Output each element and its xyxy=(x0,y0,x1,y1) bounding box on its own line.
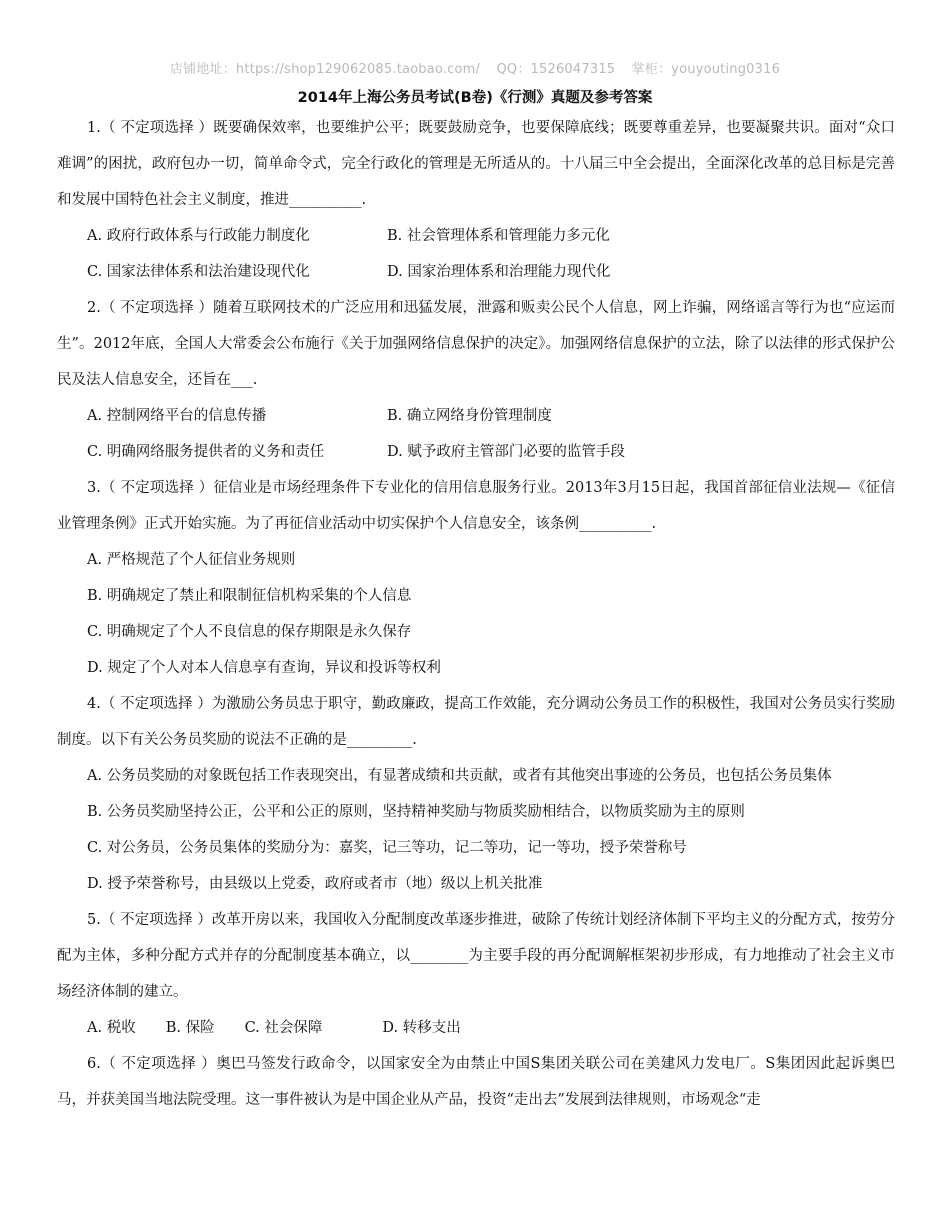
watermark-header xyxy=(0,58,950,77)
question-4-option-b: B. 公务员奖励坚持公正，公平和公正的原则，坚持精神奖励与物质奖励相结合，以物质奖励为主的原则 xyxy=(87,804,745,820)
question-3-option-d: D. 规定了个人对本人信息享有查询，异议和投诉等权利 xyxy=(87,660,441,676)
shop-url: 店铺地址：https://shop129062085.taobao.com/ xyxy=(169,62,481,77)
question-5-options-row xyxy=(57,1010,895,1046)
qq-number: QQ：1526047315 xyxy=(496,62,616,77)
question-1-stem: 1.（ 不定项选择 ）既要确保效率，也要维护公平；既要鼓励竞争，也要保障底线；既要尊重差异，也要凝聚共识。面对“众口难调”的困扰，政府包办一切，简单命令式，完全行政化的管理是无所适从的。十八届三中全会提出，全面深化改革的总目标是完善和发展中国特色社会主义制度，推进__________. xyxy=(57,120,895,208)
question-2-option-a: A. 控制网络平台的信息传播 xyxy=(87,408,267,424)
question-3-stem: 3.（ 不定项选择 ）征信业是市场经理条件下专业化的信用信息服务行业。2013年3月15日起，我国首部征信业法规—《征信业管理条例》正式开始实施。为了再征信业活动中切实保护个人信息安全，该条例__________. xyxy=(57,480,895,532)
question-1-option-a: A. 政府行政体系与行政能力制度化 xyxy=(87,228,310,244)
question-2-option-d: D. 赋予政府主管部门必要的监管手段 xyxy=(387,444,625,460)
question-1-options-row-2 xyxy=(57,254,895,290)
question-4-stem: 4.（ 不定项选择 ）为激励公务员忠于职守，勤政廉政，提高工作效能，充分调动公务员工作的积极性，我国对公务员实行奖励制度。以下有关公务员奖励的说法不正确的是_________. xyxy=(57,696,895,748)
question-list xyxy=(57,110,895,1118)
question-5-option-a: A. 税收 xyxy=(87,1020,136,1036)
document-title: 2014年上海公务员考试(B卷)《行测》真题及参考答案 xyxy=(297,90,653,106)
question-5-option-b: B. 保险 xyxy=(165,1020,215,1036)
owner-name: 掌柜：youyouting0316 xyxy=(631,62,781,77)
question-5-stem: 5.（ 不定项选择 ）改革开房以来，我国收入分配制度改革逐步推进，破除了传统计划经济体制下平均主义的分配方式，按劳分配为主体，多种分配方式并存的分配制度基本确立，以________为主要手段的再分配调解框架初步形成，有力地推动了社会主义市场经济体制的建立。 xyxy=(57,912,895,1000)
question-2-options-row-2 xyxy=(57,434,895,470)
question-1-option-c: C. 国家法律体系和法治建设现代化 xyxy=(87,264,310,280)
question-5-option-c: C. 社会保障 xyxy=(244,1020,323,1036)
question-3-option-a: A. 严格规范了个人征信业务规则 xyxy=(87,552,296,568)
question-4-option-a: A. 公务员奖励的对象既包括工作表现突出，有显著成绩和共贡献，或者有其他突出事迹的公务员，也包括公务员集体 xyxy=(87,768,832,784)
question-6-stem: 6.（ 不定项选择 ）奥巴马签发行政命令，以国家安全为由禁止中国S集团关联公司在美建风力发电厂。S集团因此起诉奥巴马，并获美国当地法院受理。这一事件被认为是中国企业从产品，投资“走出去”发展到法律规则，市场观念“走 xyxy=(57,1056,895,1108)
question-2-options-row-1 xyxy=(57,398,895,434)
question-3-option-c: C. 明确规定了个人不良信息的保存期限是永久保存 xyxy=(87,624,412,640)
question-2-option-c: C. 明确网络服务提供者的义务和责任 xyxy=(87,444,325,460)
question-5-option-d: D. 转移支出 xyxy=(382,1020,461,1036)
question-3-option-b: B. 明确规定了禁止和限制征信机构采集的个人信息 xyxy=(87,588,412,604)
question-1-option-b: B. 社会管理体系和管理能力多元化 xyxy=(387,228,610,244)
question-4-option-c: C. 对公务员，公务员集体的奖励分为：嘉奖，记三等功，记二等功，记一等功，授予荣誉称号 xyxy=(87,840,687,856)
question-2-option-b: B. 确立网络身份管理制度 xyxy=(387,408,552,424)
question-2-stem: 2.（ 不定项选择 ）随着互联网技术的广泛应用和迅猛发展，泄露和贩卖公民个人信息，网上诈骗，网络谣言等行为也“应运而生”。2012年底，全国人大常委会公布施行《关于加强网络信息保护的决定》。加强网络信息保护的立法，除了以法律的形式保护公民及法人信息安全，还旨在___. xyxy=(57,300,895,388)
question-1-option-d: D. 国家治理体系和治理能力现代化 xyxy=(387,264,611,280)
question-1-options-row-1 xyxy=(57,218,895,254)
question-4-option-d: D. 授予荣誉称号，由县级以上党委，政府或者市（地）级以上机关批准 xyxy=(87,876,543,892)
